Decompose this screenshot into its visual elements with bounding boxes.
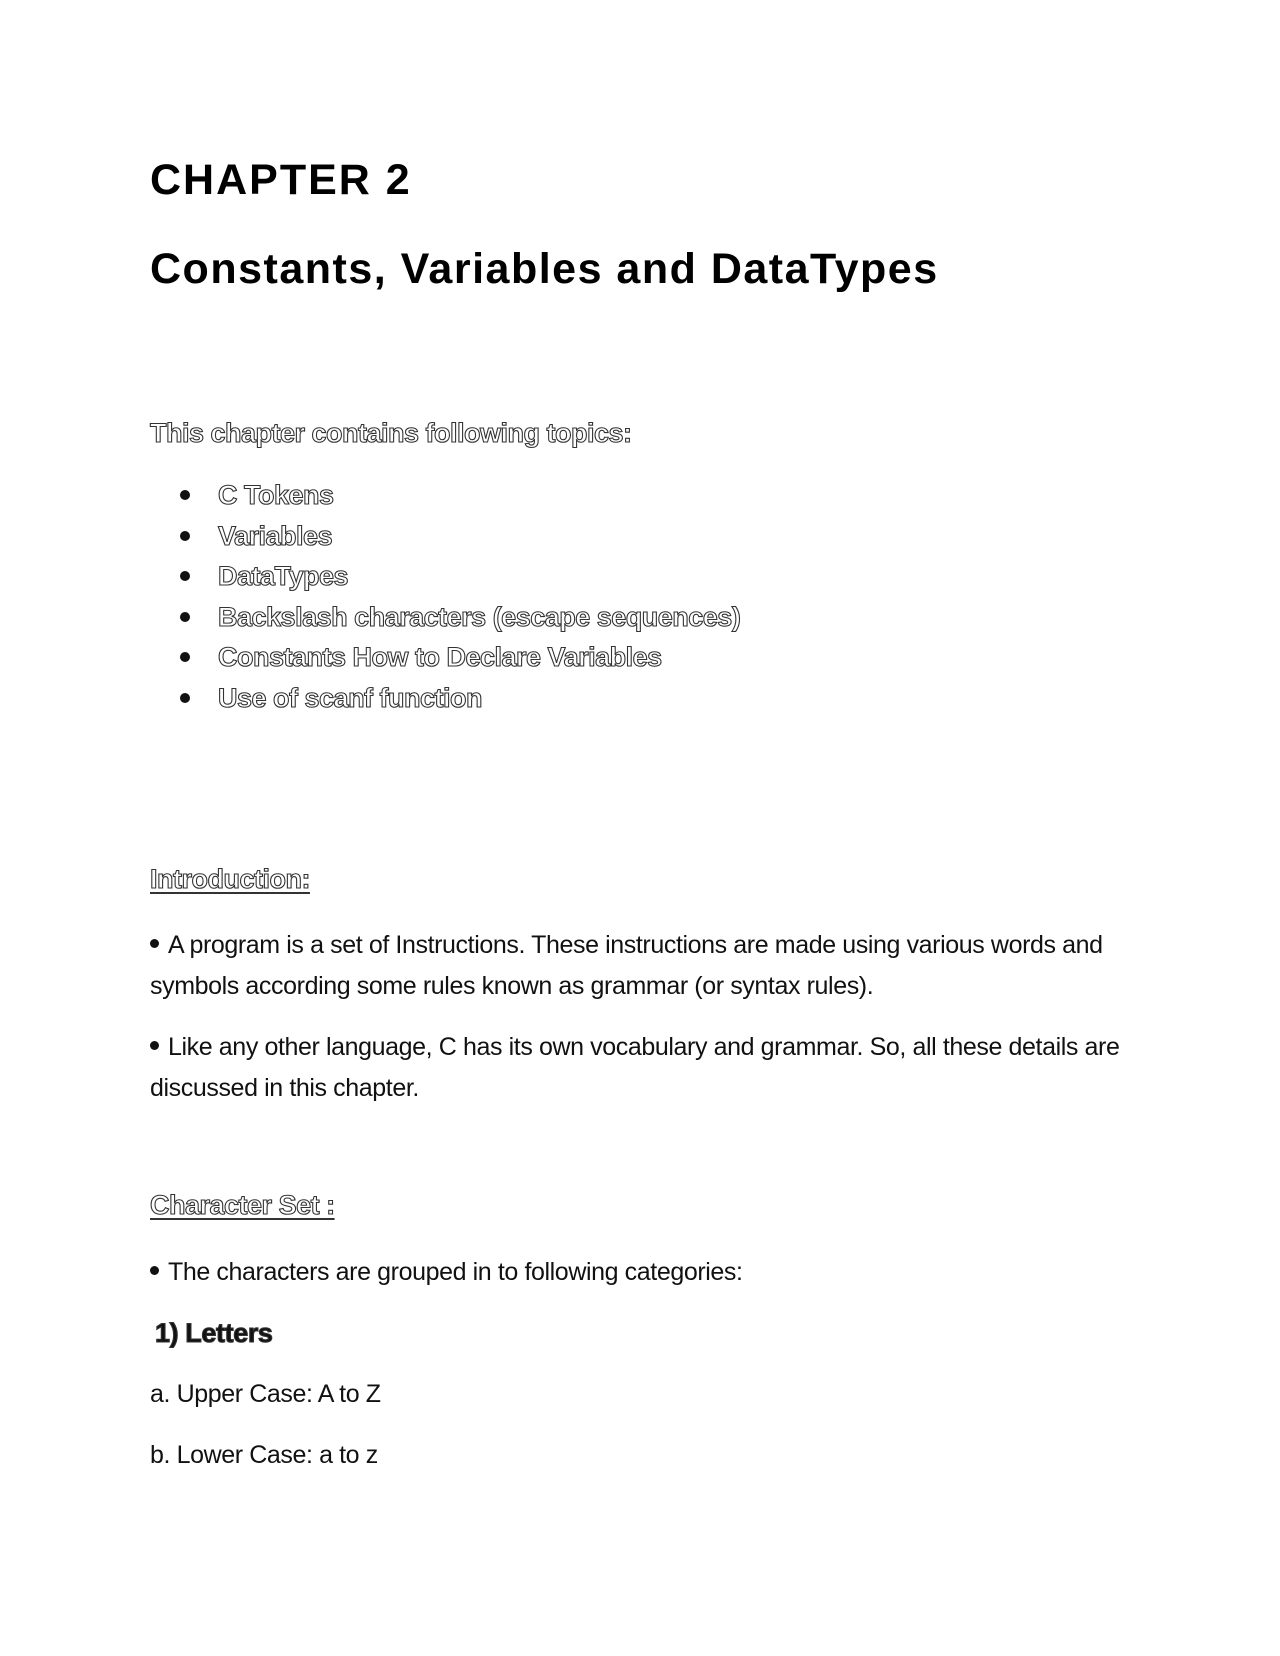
- list-item: [150, 637, 740, 678]
- bullet-icon: [150, 939, 159, 948]
- bullet-icon: [150, 1041, 159, 1050]
- bullet-icon: [180, 693, 190, 703]
- topic-label: Backslash characters (escape sequences): [218, 601, 741, 632]
- intro-paragraph-2-text: Like any other language, C has its own vocabulary and grammar. So, all these details are discussed in this chapter.: [150, 1033, 1120, 1102]
- upper-case-line: a. Upper Case: A to Z: [150, 1380, 381, 1408]
- introduction-heading: Introduction:: [150, 864, 310, 894]
- topics-heading: This chapter contains following topics:: [150, 418, 632, 448]
- bullet-icon: [180, 490, 190, 500]
- character-set-heading: Character Set :: [150, 1190, 335, 1220]
- list-item: [150, 556, 740, 597]
- character-set-intro-text: The characters are grouped in to following categories:: [168, 1258, 743, 1286]
- list-item: [150, 597, 740, 638]
- list-item: [150, 678, 740, 719]
- topic-label: Use of scanf function: [218, 682, 483, 713]
- intro-paragraph-1: [150, 925, 1140, 1006]
- lower-case-line: b. Lower Case: a to z: [150, 1441, 378, 1469]
- list-item: [150, 475, 740, 516]
- topics-list: [150, 475, 740, 718]
- list-item: [150, 516, 740, 557]
- topic-label: Constants How to Declare Variables: [218, 642, 662, 672]
- topic-label: DataTypes: [218, 561, 349, 591]
- bullet-icon: [180, 612, 190, 622]
- chapter-label: CHAPTER 2: [150, 156, 412, 204]
- topic-label: C Tokens: [218, 480, 334, 510]
- bullet-icon: [180, 652, 190, 662]
- letters-heading: 1) Letters: [155, 1318, 273, 1348]
- character-set-intro: [150, 1252, 1140, 1293]
- intro-paragraph-1-text: A program is a set of Instructions. These instructions are made using various words and symbols according some rules known as grammar (or syntax rules).: [150, 931, 1103, 1000]
- bullet-icon: [150, 1266, 159, 1275]
- chapter-title: Constants, Variables and DataTypes: [150, 245, 939, 293]
- bullet-icon: [180, 531, 190, 541]
- intro-paragraph-2: [150, 1027, 1140, 1108]
- bullet-icon: [180, 571, 190, 581]
- topic-label: Variables: [218, 520, 333, 551]
